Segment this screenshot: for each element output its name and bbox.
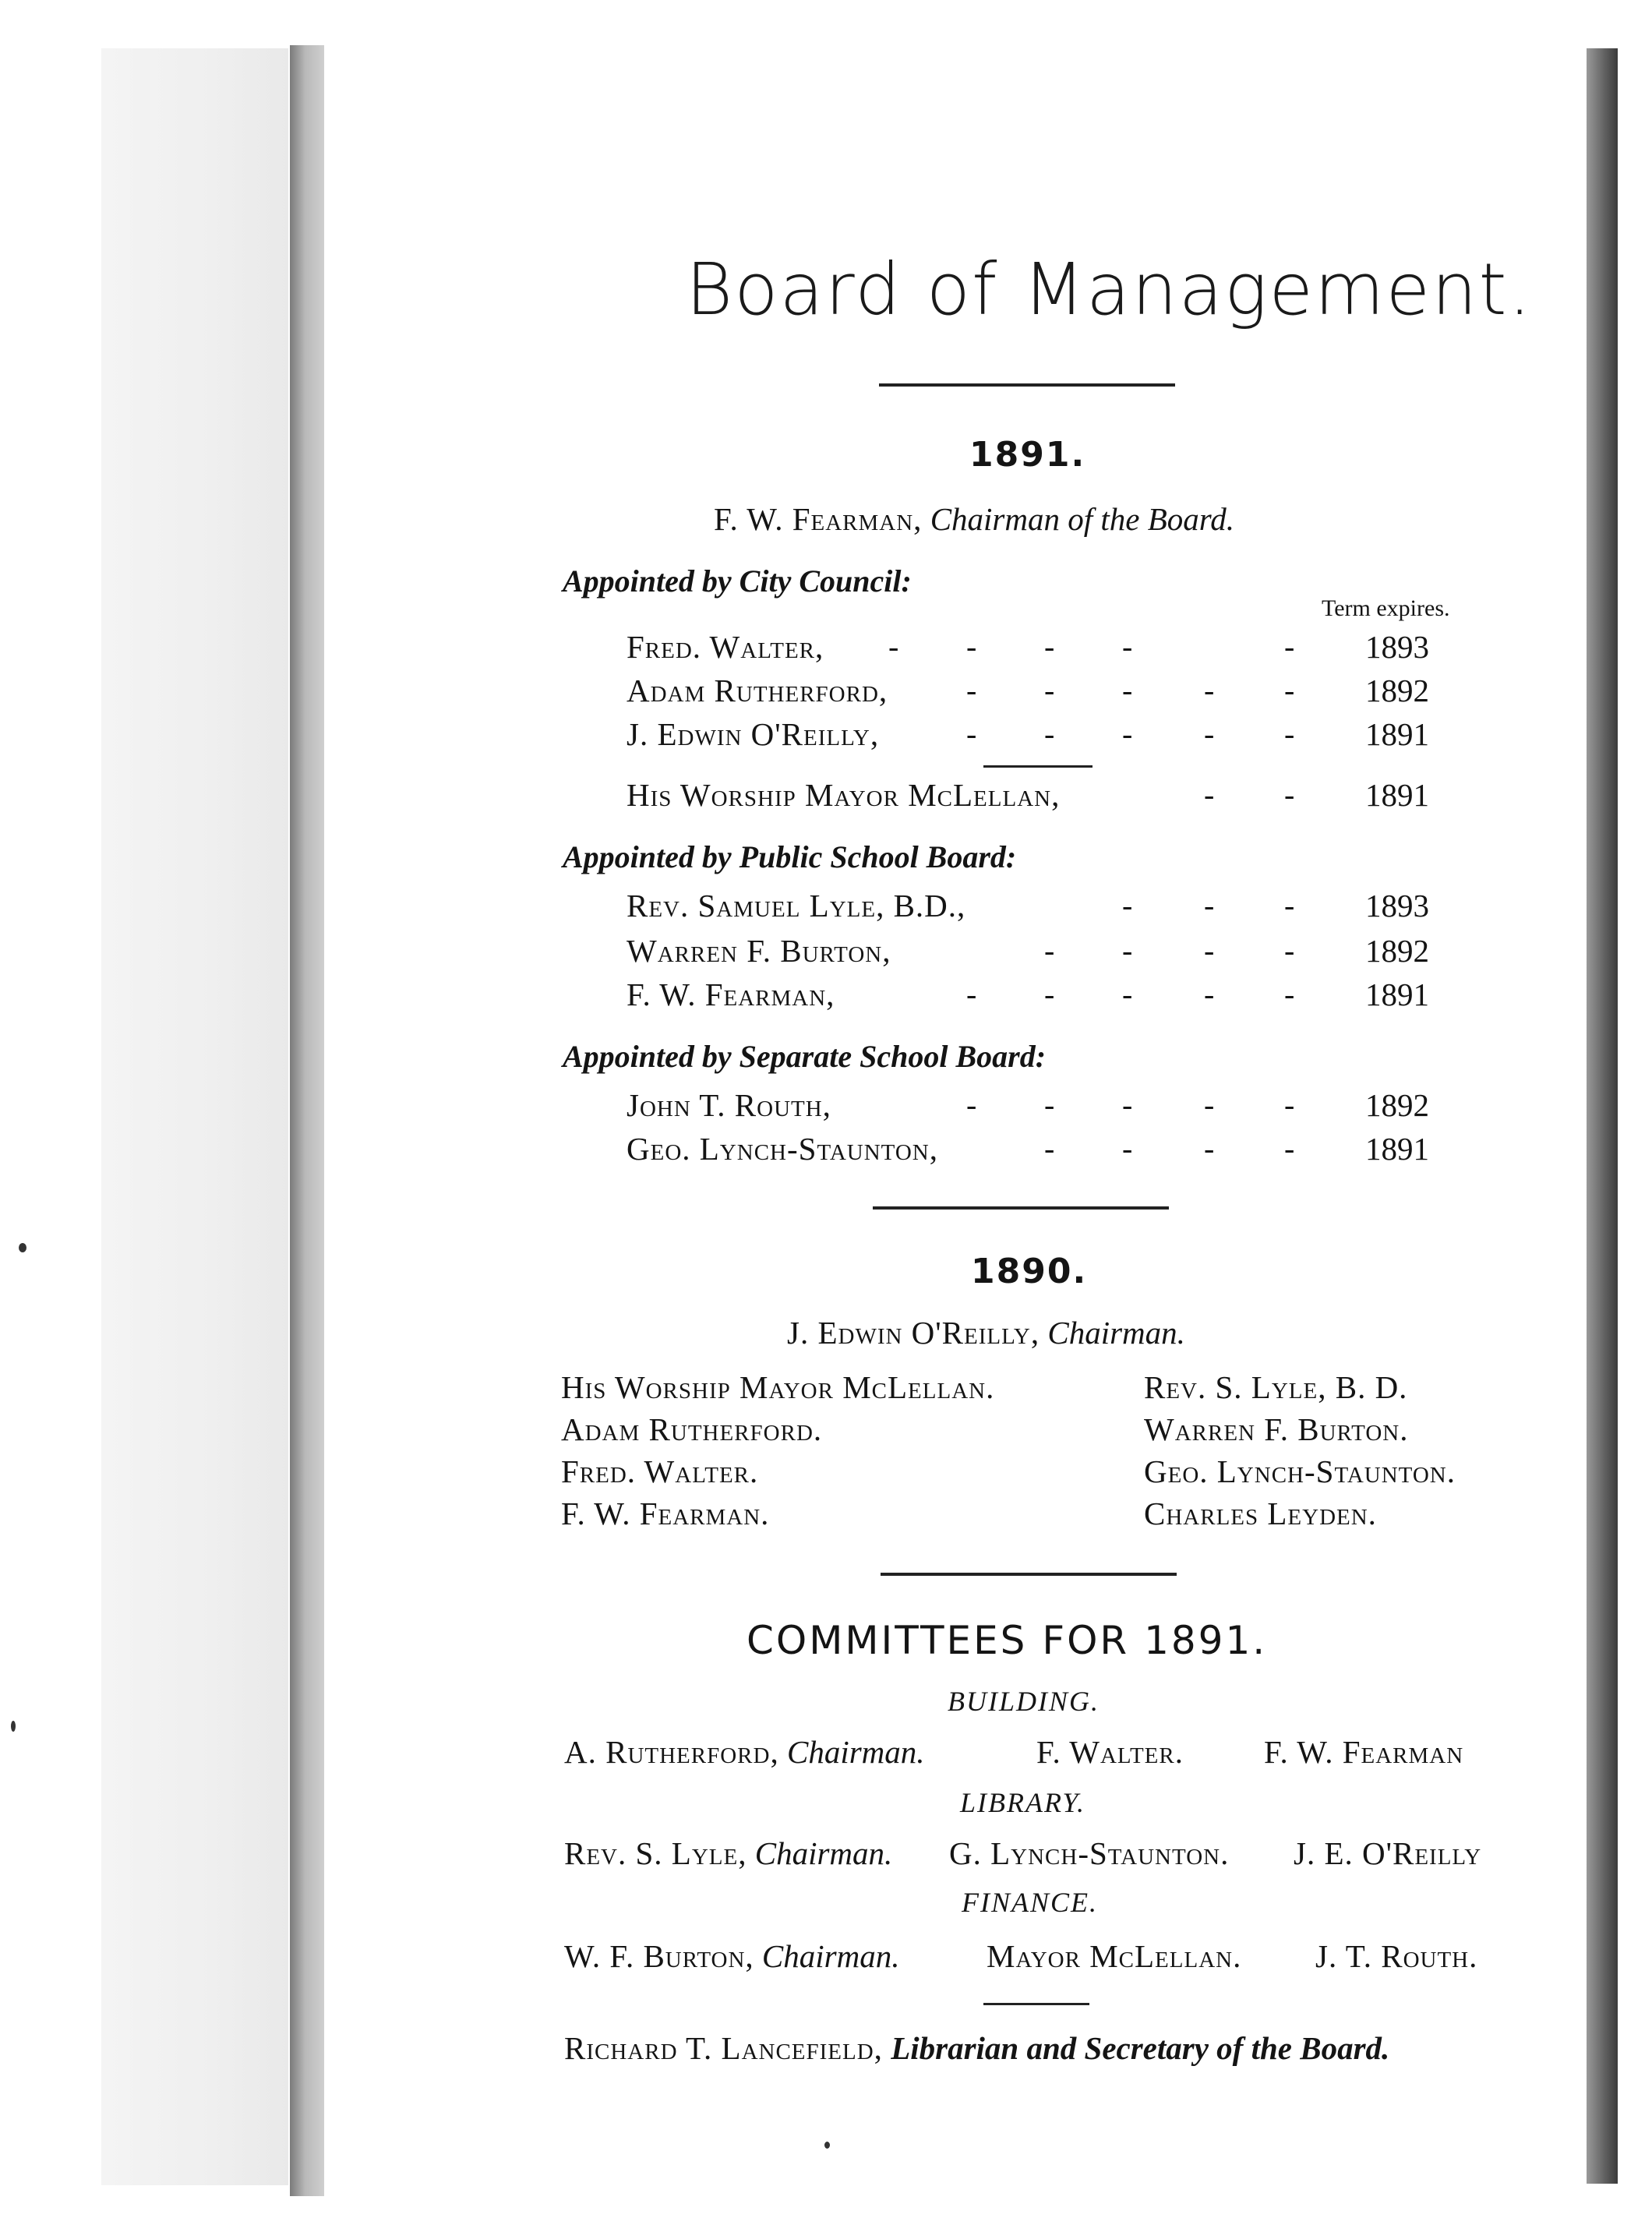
underlying-sheet — [101, 48, 288, 2185]
member-name: F. W. Fearman, — [627, 976, 835, 1012]
divider-rule — [879, 383, 1175, 387]
member-1890-right: Geo. Lynch-Staunton. — [1144, 1453, 1456, 1489]
divider-rule — [881, 1573, 1177, 1576]
scan-speck — [19, 1243, 26, 1252]
committee-label-finance: FINANCE. — [962, 1887, 1098, 1918]
year-heading-1891: 1891. — [969, 435, 1086, 475]
group-heading-public-school: Appointed by Public School Board: — [563, 839, 1017, 874]
member-name: J. Edwin O'Reilly, — [627, 716, 880, 752]
chairman-role: Chairman. — [1047, 1315, 1185, 1351]
member-name: Fred. Walter, — [627, 629, 824, 665]
committee-label-library: LIBRARY. — [960, 1787, 1086, 1818]
member-1890-left: His Worship Mayor McLellan. — [561, 1369, 995, 1405]
scan-speck — [11, 1721, 16, 1732]
term-expires-header: Term expires. — [1322, 595, 1450, 621]
member-term: 1893 — [1365, 888, 1429, 924]
member-term: 1891 — [1365, 716, 1429, 752]
committee-member: G. Lynch-Staunton. — [949, 1835, 1230, 1871]
member-term: 1891 — [1365, 976, 1429, 1012]
committee-chair-name: A. Rutherford, — [564, 1734, 779, 1770]
member-term: 1891 — [1365, 777, 1429, 813]
group-heading-city-council: Appointed by City Council: — [563, 563, 912, 599]
member-1890-right: Charles Leyden. — [1144, 1496, 1377, 1531]
committee-chair-name: W. F. Burton, — [564, 1938, 754, 1974]
member-term: 1893 — [1365, 629, 1429, 665]
committee-chair-name: Rev. S. Lyle, — [564, 1835, 747, 1871]
secretary-role: Librarian and Secretary of the Board. — [891, 2030, 1390, 2066]
committee-chair-role: Chairman. — [761, 1938, 900, 1974]
member-1890-left: Adam Rutherford. — [561, 1411, 823, 1447]
member-term: 1892 — [1365, 1087, 1429, 1123]
committee-member: F. W. Fearman — [1264, 1734, 1464, 1770]
committee-chair-role: Chairman. — [754, 1835, 893, 1871]
chairman-line-1891 — [714, 500, 1234, 538]
committee-row-library — [564, 1835, 892, 1872]
page-edge-shadow — [1587, 48, 1618, 2184]
chairman-name: F. W. Fearman, — [714, 501, 923, 537]
member-term: 1892 — [1365, 933, 1429, 969]
chairman-name: J. Edwin O'Reilly, — [787, 1315, 1040, 1351]
member-name: Adam Rutherford, — [627, 673, 888, 708]
page-title: Board of Management. — [686, 248, 1533, 331]
member-1890-left: F. W. Fearman. — [561, 1496, 770, 1531]
chairman-line-1890 — [787, 1314, 1185, 1351]
member-name: Geo. Lynch-Staunton, — [627, 1131, 938, 1167]
member-term: 1892 — [1365, 673, 1429, 708]
committee-chair-role: Chairman. — [786, 1734, 925, 1770]
member-1890-right: Rev. S. Lyle, B. D. — [1144, 1369, 1408, 1405]
year-heading-1890: 1890. — [971, 1252, 1088, 1291]
committee-member: J. T. Routh. — [1315, 1938, 1478, 1974]
committee-member: Mayor McLellan. — [987, 1938, 1242, 1974]
short-rule — [983, 765, 1093, 768]
member-term: 1891 — [1365, 1131, 1429, 1167]
member-name: His Worship Mayor McLellan, — [627, 777, 1061, 813]
chairman-role: Chairman of the Board. — [930, 501, 1234, 537]
secretary-name: Richard T. Lancefield, — [564, 2030, 883, 2066]
short-rule — [983, 2003, 1089, 2005]
committees-heading: COMMITTEES FOR 1891. — [747, 1618, 1268, 1663]
member-name: Rev. Samuel Lyle, B.D., — [627, 888, 966, 924]
page-spine-shadow — [290, 45, 324, 2196]
member-name: Warren F. Burton, — [627, 933, 891, 969]
committee-member: F. Walter. — [1036, 1734, 1184, 1770]
scan-speck — [824, 2142, 830, 2149]
group-heading-separate-school: Appointed by Separate School Board: — [563, 1039, 1047, 1074]
committee-row-finance — [564, 1937, 899, 1975]
member-1890-right: Warren F. Burton. — [1144, 1411, 1409, 1447]
committee-row-building — [564, 1733, 925, 1771]
committee-label-building: BUILDING. — [948, 1686, 1100, 1717]
divider-rule — [873, 1206, 1169, 1210]
committee-member: J. E. O'Reilly — [1294, 1835, 1482, 1871]
member-name: John T. Routh, — [627, 1087, 831, 1123]
secretary-line — [564, 2029, 1389, 2067]
member-1890-left: Fred. Walter. — [561, 1453, 759, 1489]
